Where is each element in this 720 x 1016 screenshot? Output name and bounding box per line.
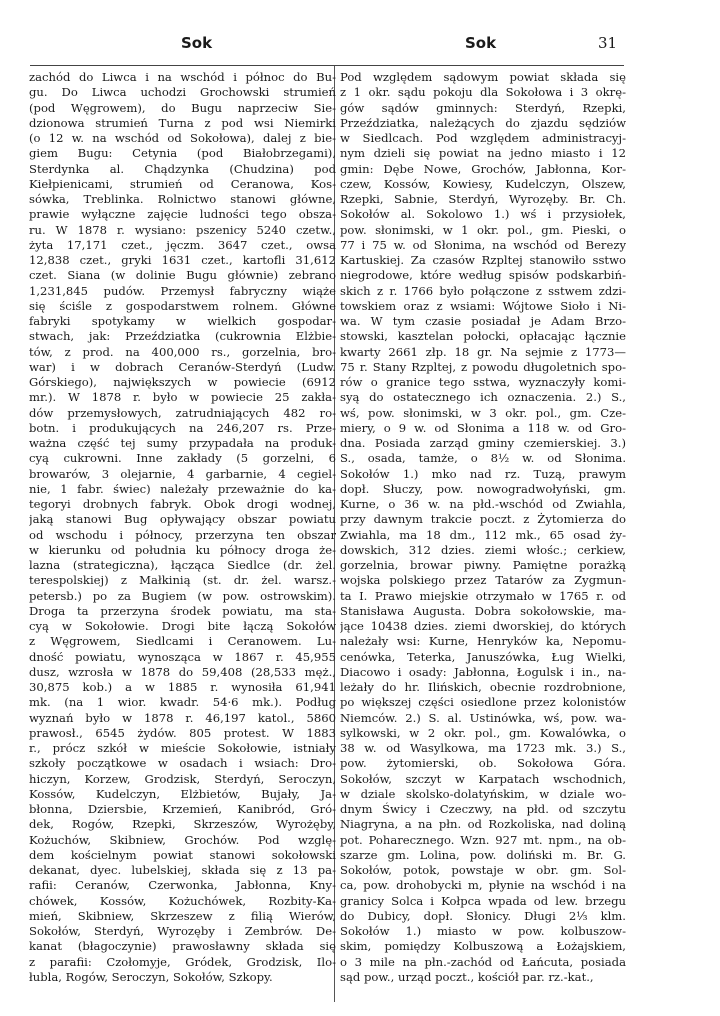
text-line: pot. Poharecznego. Wzn. 927 mt. npm., na ob-	[340, 832, 626, 847]
text-line: granicy Solca i Kołpca wpada od lew. brzegu	[340, 893, 626, 908]
text-line: Sokołów al. Sokolowo 1.) wś i przysiołek,	[340, 207, 626, 222]
text-line: jaką stanowi Bug opływający obszar powiatu	[29, 512, 336, 527]
text-line: S., osada, tamże, o 8½ w. od Słonima.	[340, 451, 626, 466]
text-line: stowski, kasztelan połocki, opłacając łącznie	[340, 329, 626, 344]
text-line: sąd pow., urząd poczt., kościół par. rz.-kat.,	[340, 969, 594, 984]
text-line: kanat (błagoczynie) prawosławny składa się	[29, 939, 336, 954]
text-line: w Siedlcach. Pod względem administracyj-	[340, 131, 626, 145]
text-line: jące 10438 dzies. ziemi dworskiej, do których	[340, 619, 626, 633]
text-line: należały wsi: Kurne, Henryków ka, Nepomu-	[340, 634, 626, 649]
text-line: rafii: Ceranów, Czerwonka, Jabłonna, Kny-	[29, 878, 336, 893]
text-line: Kurne, o 36 w. na płd.-wschód od Zwiahla,	[340, 497, 626, 511]
text-line: Pod względem sądowym powiat składa się	[340, 70, 626, 84]
text-line: czew, Kossów, Kowiesy, Kudelczyn, Olszew,	[340, 176, 626, 191]
text-line: Kossów, Kudelczyn, Elżbietów, Bujały, Ja-	[29, 786, 336, 801]
text-line: Sokołów 1.) miasto w pow. kolbuszow-	[340, 924, 626, 938]
text-line: Kartuskiej. Za czasów Rzpltej stanowiło sstwo	[340, 253, 626, 267]
text-line: skim, pomiędzy Kolbuszową a Łożajskiem,	[340, 939, 626, 954]
text-line: war) i w dobrach Ceranów-Sterdyń (Ludw.	[29, 359, 336, 374]
text-line: 75 r. Stany Rzpltej, z powodu długoletnich spo-	[340, 359, 626, 374]
text-line: rów o granice tego sstwa, wyznaczyły komi-	[340, 375, 626, 389]
text-line: cyą cukrowni. Inne zakłady (5 gorzelni, 6	[29, 451, 336, 466]
header-rule	[30, 65, 624, 66]
text-line: zachód do Liwca i na wschód i północ do Bu-	[29, 70, 336, 84]
text-line: nym dzieli się powiat na jedno miasto i 12	[340, 146, 626, 161]
text-line: Sokołów, szczyt w Karpatach wschodnich,	[340, 771, 626, 786]
text-line: Droga ta przerzyna środek powiatu, ma sta-	[29, 603, 336, 618]
text-line: Sokołów, Sterdyń, Wyrozęby i Zembrów. De-	[29, 924, 336, 938]
text-line: się ściśle z gospodarstwem rolnem. Główne	[29, 298, 336, 313]
text-line: ta I. Prawo miejskie otrzymało w 1765 r. od	[340, 588, 626, 603]
text-line: cenówka, Teterka, Januszówka, Ług Wielki,	[340, 649, 626, 664]
text-line: leżały do hr. Ilińskich, obecnie rozdrobnione,	[340, 680, 626, 694]
text-line: dność powiatu, wynosząca w 1867 r. 45,955	[29, 649, 336, 664]
text-line: Przeździatka, należących do zjazdu sędziów	[340, 115, 626, 130]
text-line: (pod Węgrowem), do Bugu naprzeciw Sie-	[29, 100, 336, 115]
text-line: 1,231,845 pudów. Przemysł fabryczny wiąże	[29, 283, 336, 298]
text-line: kwarty 2661 złp. 18 gr. Na sejmie z 1773—	[340, 344, 626, 359]
text-line: miery, o 9 w. od Słonima a 118 w. od Gro-	[340, 420, 626, 435]
text-line: o 3 mile na płn.-zachód od Łańcuta, posiada	[340, 954, 626, 969]
text-line: Niagryna, a na płn. od Rozkoliska, nad doliną	[340, 817, 626, 832]
text-line: cyą w Sokołowie. Drogi bite łączą Sokołów	[29, 619, 336, 633]
text-line: w kierunku od południa ku północy droga że-	[29, 542, 336, 557]
text-line: żyta 17,171 czet., jęczm. 3647 czet., owsa	[29, 237, 336, 252]
text-line: skich z r. 1766 było połączone z sstwem zdzi-	[340, 283, 626, 298]
text-line: wyznań było w 1878 r. 46,197 katol., 5860	[29, 710, 336, 725]
text-line: mień, Skibniew, Skrzeszew z filią Wierów,	[29, 908, 336, 923]
text-line: fabryki spotykamy w wielkich gospodar-	[29, 314, 336, 328]
text-line: dopł. Słuczy, pow. nowogradwołyński, gm.	[340, 481, 626, 496]
text-line: dem kościelnym powiat stanowi sokołowski	[29, 847, 336, 862]
text-line: Niemców. 2.) S. al. Ustinówka, wś, pow. wa-	[340, 710, 626, 725]
text-line: Sokołów, potok, powstaje w obr. gm. Sol-	[340, 863, 626, 877]
text-line: hiczyn, Korzew, Grodzisk, Sterdyń, Seroczyn,	[29, 771, 336, 786]
text-line: Diacowo i osady: Jabłonna, Łogulsk i in., na-	[340, 664, 626, 679]
text-line: gorzelnia, browar piwny. Pamiętne porażką	[340, 558, 626, 572]
text-line: wś, pow. słonimski, w 3 okr. pol., gm. Cze-	[340, 405, 626, 420]
text-line: Sterdynka al. Chądzynka (Chudzina) pod	[29, 161, 336, 176]
text-line: dzionowa strumień Turna z pod wsi Niemirki	[29, 115, 336, 130]
text-line: pow. słonimski, w 1 okr. pol., gm. Pieski, o	[340, 222, 626, 237]
text-line: gu. Do Liwca uchodzi Grochowski strumień	[29, 85, 336, 100]
text-line: terespolskiej) z Małkinią (st. dr. żel. warsz.-	[29, 573, 336, 588]
text-line: dna. Posiada zarząd gminy czemierskiej. 3.)	[340, 436, 626, 450]
text-line: łubla, Rogów, Seroczyn, Sokołów, Szkopy.	[29, 969, 273, 984]
right-column	[340, 70, 626, 1002]
text-line: gmin: Dębe Nowe, Grochów, Jabłonna, Kor-	[340, 161, 626, 176]
text-line: Rzepki, Sabnie, Sterdyń, Wyrozęby. Br. Ch.	[340, 192, 626, 206]
text-line: ważna część tej sumy przypadała na produk-	[29, 436, 336, 450]
text-line: mk. (na 1 wior. kwadr. 54·6 mk.). Podług	[29, 695, 336, 710]
text-line: przy dawnym trakcie poczt. z Żytomierza do	[340, 512, 626, 527]
text-line: Kożuchów, Skibniew, Grochów. Pod wzglę-	[29, 832, 336, 847]
text-line: Stanisława Augusta. Dobra sokołowskie, ma-	[340, 603, 626, 618]
text-line: nie, 1 fabr. świec) należały przeważnie do ka-	[29, 481, 336, 496]
text-line: chówek, Kossów, Kożuchówek, Rozbity-Ka-	[29, 893, 336, 908]
text-line: (o 12 w. na wschód od Sokołowa), dalej z bie-	[29, 131, 336, 145]
text-line: ru. W 1878 r. wysiano: pszenicy 5240 czetw.,	[29, 222, 336, 237]
text-line: od wschodu i północy, przerzyna ten obszar	[29, 527, 336, 542]
text-line: sylkowski, w 2 okr. pol., gm. Kowalówka, o	[340, 725, 626, 740]
text-line: petersb.) po za Bugiem (w pow. ostrowskim).	[29, 588, 336, 603]
left-column	[29, 70, 336, 1002]
text-line: giem Bugu: Cetynia (pod Białobrzegami),	[29, 146, 336, 161]
text-line: tów, z prod. na 400,000 rs., gorzelnia, bro-	[29, 344, 336, 359]
text-line: z Węgrowem, Siedlcami i Ceranowem. Lu-	[29, 634, 336, 649]
text-line: dnym Świcy i Czeczwy, na płd. od szczytu	[340, 802, 626, 816]
text-line: czet. Siana (w dolinie Bugu głównie) zebrano	[29, 268, 336, 283]
text-line: błonna, Dziersbie, Krzemień, Kanibród, Gró-	[29, 802, 336, 816]
text-line: z 1 okr. sądu pokoju dla Sokołowa i 3 okrę-	[340, 85, 626, 100]
text-line: sówka, Treblinka. Rolnictwo stanowi główne,	[29, 192, 336, 206]
text-line: z parafii: Czołomyje, Gródek, Grodzisk, Ilo-	[29, 954, 336, 969]
text-line: ca, pow. drohobycki m, płynie na wschód i na	[340, 878, 626, 893]
text-line: mr.). W 1878 r. było w powiecie 25 zakła-	[29, 390, 336, 405]
text-line: dek, Rogów, Rzepki, Skrzeszów, Wyrożęby,	[29, 817, 336, 832]
text-line: 77 i 75 w. od Słonima, na wschód od Berezy	[340, 237, 626, 252]
text-line: dekanat, dyec. lubelskiej, składa się z 13 pa-	[29, 863, 336, 877]
text-line: Kiełpienicami, strumień od Ceranowa, Kos-	[29, 176, 336, 191]
text-line: po większej części osiedlone przez kolonistów	[340, 695, 626, 710]
text-line: Górskiego), największych w powiecie (6912	[29, 375, 336, 389]
text-line: gów sądów gminnych: Sterdyń, Rzepki,	[340, 100, 626, 115]
text-line: prawie wyłączne zajęcie ludności tego obsza-	[29, 207, 336, 222]
header-left-keyword: Sok	[181, 34, 213, 52]
header-right-keyword: Sok	[465, 34, 497, 52]
text-line: Sokołów 1.) mko nad rz. Tuzą, prawym	[340, 466, 626, 481]
text-line: 30,875 kob.) a w 1885 r. wynosiła 61,941	[29, 680, 336, 694]
text-line: szkoły początkowe w osadach i wsiach: Dro-	[29, 756, 336, 771]
text-line: prawosł., 6545 żydów. 805 protest. W 1883	[29, 725, 336, 740]
text-line: do Dubicy, dopł. Słonicy. Długi 2⅓ klm.	[340, 908, 626, 923]
text-line: dowskich, 312 dzies. ziemi włośc.; cerkiew,	[340, 542, 626, 557]
text-line: towskiem oraz z wsiami: Wójtowe Sioło i Ni-	[340, 298, 626, 313]
text-line: botn. i produkujących na 246,207 rs. Prze-	[29, 420, 336, 435]
text-line: dusz, wzrosła w 1878 do 59,408 (28,533 męż.,	[29, 664, 336, 679]
text-line: r., prócz szkół w mieście Sokołowie, istniały	[29, 741, 336, 755]
text-line: 12,838 czet., gryki 1631 czet., kartofli 31,612	[29, 253, 336, 267]
text-line: tegoryi drobnych fabryk. Obok drogi wodnej,	[29, 497, 336, 511]
text-line: szarze gm. Lolina, pow. doliński m. Br. G.	[340, 847, 626, 862]
text-line: stwach, jak: Przeździatka (cukrownia Elżbie-	[29, 329, 336, 344]
text-line: w dziale skolsko-dolatyńskim, w dziale wo-	[340, 786, 626, 801]
running-header	[0, 34, 720, 58]
text-line: 38 w. od Wasylkowa, ma 1723 mk. 3.) S.,	[340, 741, 626, 755]
text-line: lazna (strategiczna), łącząca Siedlce (dr. żel.	[29, 558, 336, 572]
text-line: wojska polskiego przez Tatarów za Zygmun-	[340, 573, 626, 588]
text-line: dów przemysłowych, zatrudniających 482 ro-	[29, 405, 336, 420]
text-line: browarów, 3 olejarnie, 4 garbarnie, 4 cegiel-	[29, 466, 336, 481]
text-line: pow. żytomierski, ob. Sokołowa Góra.	[340, 756, 626, 771]
text-line: Zwiahla, ma 18 dm., 112 mk., 65 osad ży-	[340, 527, 626, 542]
text-line: niegrodowe, które według spisów podskarbiń-	[340, 268, 626, 283]
page-number: 31	[598, 34, 618, 52]
text-line: syą do ostatecznego ich oznaczenia. 2.) S.,	[340, 390, 626, 405]
text-line: wa. W tym czasie posiadał je Adam Brzo-	[340, 314, 626, 328]
